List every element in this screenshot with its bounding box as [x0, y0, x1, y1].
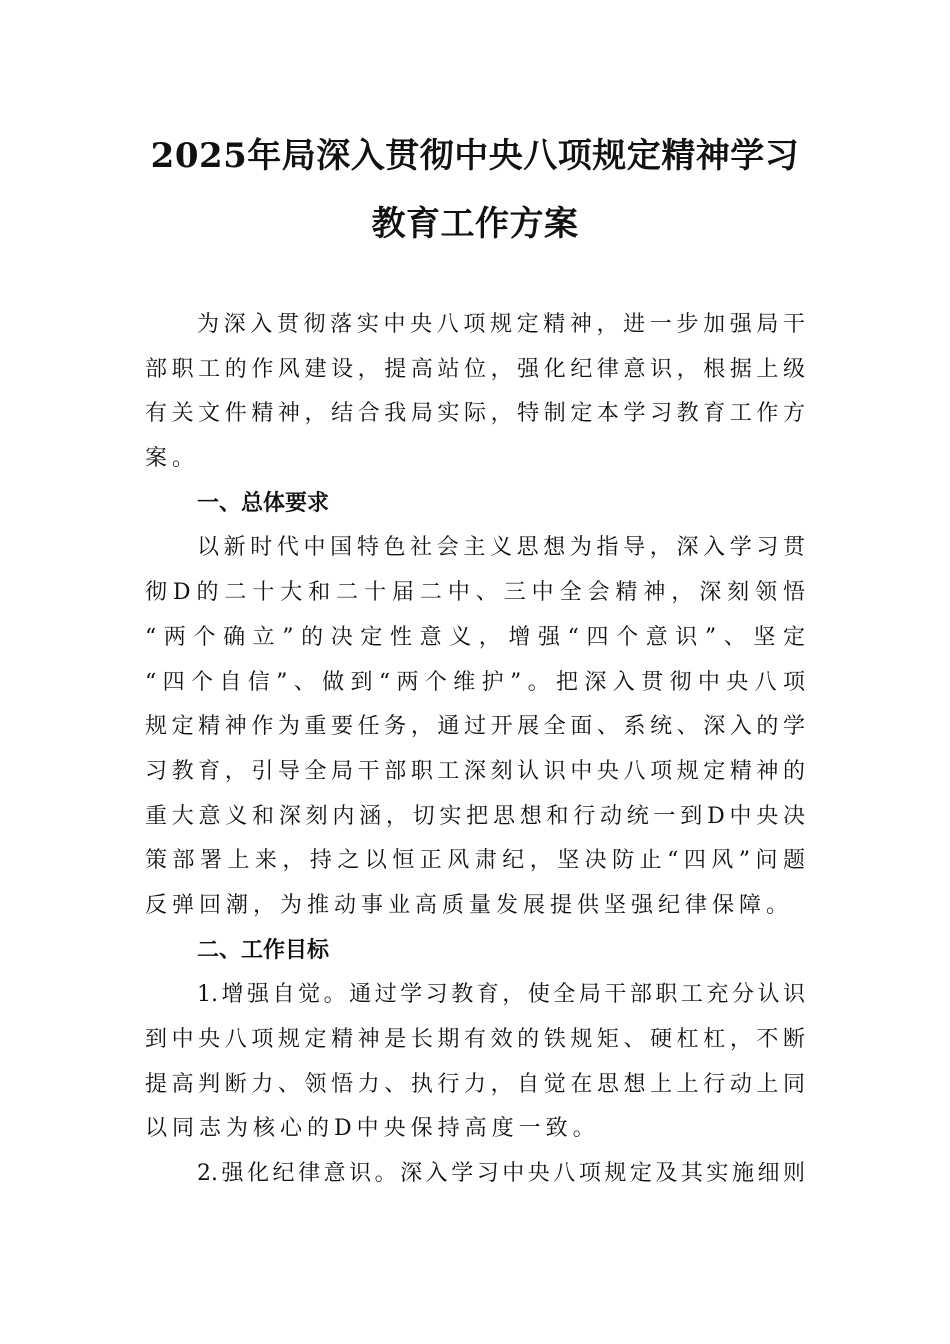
paragraph-line: 规定精神作为重要任务，通过开展全面、系统、深入的学	[145, 714, 805, 740]
paragraph-line: “两个确立”的决定性意义，增强“四个意识”、坚定	[145, 624, 805, 650]
paragraph-line: 重大意义和深刻内涵，切实把思想和行动统一到D中央决	[145, 803, 805, 829]
document-body	[145, 303, 805, 1197]
paragraph-line: 为深入贯彻落实中央八项规定精神，进一步加强局干	[197, 312, 805, 337]
section-heading: 二、工作目标	[197, 937, 330, 963]
paragraph-line: 有关文件精神，结合我局实际，特制定本学习教育工作方	[145, 401, 805, 427]
paragraph-line: 策部署上来，持之以恒正风肃纪，坚决防止“四风”问题	[145, 848, 805, 874]
paragraph-line: 习教育，引导全局干部职工深刻认识中央八项规定精神的	[145, 758, 805, 784]
section-heading: 一、总体要求	[197, 490, 330, 516]
paragraph-line: 到中央八项规定精神是长期有效的铁规矩、硬杠杠，不断	[145, 1027, 805, 1052]
paragraph-line: “四个自信”、做到“两个维护”。把深入贯彻中央八项	[145, 669, 805, 695]
paragraph-line: 2.强化纪律意识。深入学习中央八项规定及其实施细则	[197, 1161, 805, 1187]
paragraph-line: 1.增强自觉。通过学习教育，使全局干部职工充分认识	[197, 982, 805, 1008]
paragraph-line: 部职工的作风建设，提高站位，强化纪律意识，根据上级	[145, 356, 805, 382]
document-title-line-2: 教育工作方案	[371, 204, 579, 244]
paragraph-line: 彻D的二十大和二十届二中、三中全会精神，深刻领悟	[145, 580, 805, 606]
paragraph-line: 以新时代中国特色社会主义思想为指导，深入学习贯	[197, 535, 805, 561]
paragraph-line: 提高判断力、领悟力、执行力，自觉在思想上上行动上同	[145, 1071, 805, 1097]
paragraph-line: 案。	[145, 446, 200, 472]
document-title-line-1: 2025年局深入贯彻中央八项规定精神学习	[150, 136, 800, 176]
paragraph-line: 反弹回潮，为推动事业高质量发展提供坚强纪律保障。	[145, 892, 794, 918]
paragraph-line: 以同志为核心的D中央保持高度一致。	[145, 1116, 600, 1142]
